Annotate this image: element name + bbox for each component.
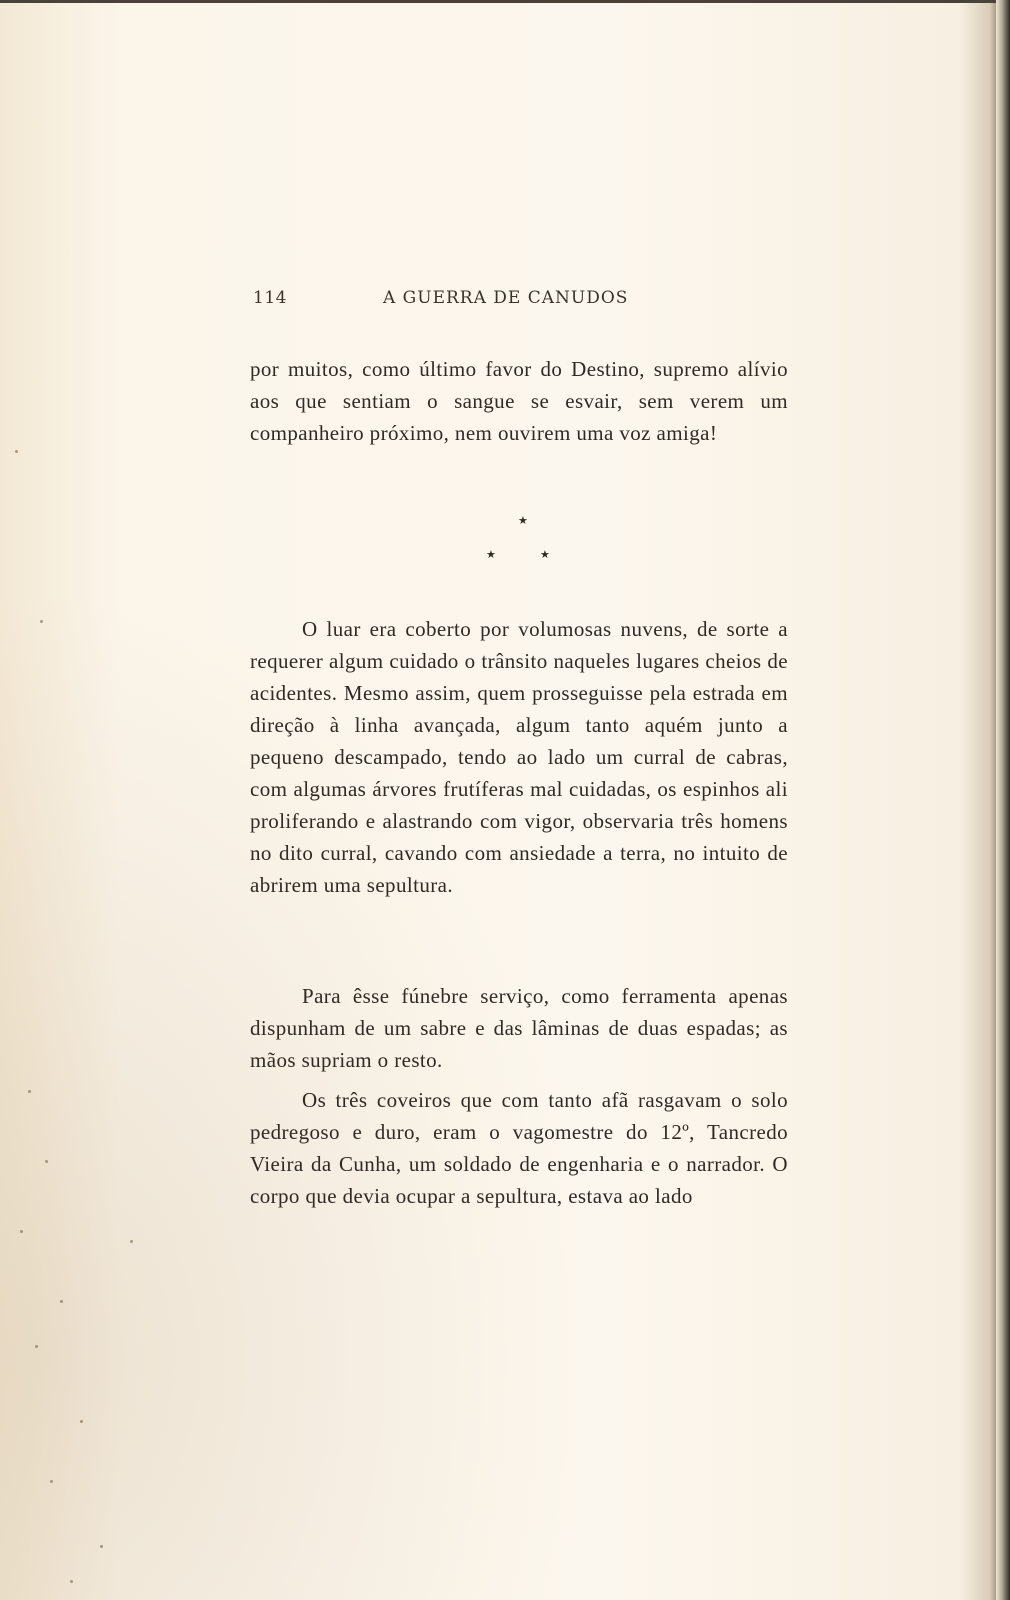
foxing-speck: [15, 450, 18, 453]
section-separator: [480, 514, 560, 564]
page-top-edge: [0, 0, 1010, 3]
foxing-speck: [70, 1580, 73, 1583]
foxing-speck: [45, 1160, 48, 1163]
star-ornament: ★: [486, 548, 496, 561]
foxing-speck: [50, 1480, 53, 1483]
foxing-speck: [100, 1545, 103, 1548]
paragraph-2: O luar era coberto por volumosas nuvens, de sorte a requerer algum cuidado o trânsito naqueles lugares cheios de acidentes. Mesmo assim, quem prosseguisse pela estrada em direção à linha avançada, algum tanto aquém junto a pequeno descampado, tendo ao lado um curral de cabras, com algumas árvores frutíferas mal cuidadas, os espinhos ali proliferando e alastrando com vigor, observaria três homens no dito curral, cavando com ansiedade a terra, no intuito de abrirem uma sepultura.: [250, 617, 788, 897]
foxing-speck: [60, 1300, 63, 1303]
foxing-speck: [40, 620, 43, 623]
foxing-speck: [35, 1345, 38, 1348]
foxing-speck: [80, 1420, 83, 1423]
page-binding-edge: [996, 0, 1010, 1600]
paragraph-3: Para êsse fúnebre serviço, como ferramenta apenas dispunham de um sabre e das lâminas de duas espadas; as mãos supriam o resto.: [250, 984, 788, 1072]
foxing-speck: [20, 1230, 23, 1233]
running-title: A GUERRA DE CANUDOS: [383, 288, 629, 308]
star-ornament: ★: [518, 514, 528, 527]
paragraph-1: por muitos, como último favor do Destino, supremo alívio aos que sentiam o sangue se esvair, sem verem um companheiro próximo, nem ouvirem uma voz amiga!: [250, 357, 788, 445]
paragraph-4: Os três coveiros que com tanto afã rasgavam o solo pedregoso e duro, eram o vagomestre do 12º, Tancredo Vieira da Cunha, um soldado de engenharia e o narrador. O corpo que devia ocupar a sepultura, estava ao lado: [250, 1088, 788, 1208]
page-number: 114: [253, 288, 287, 308]
star-ornament: ★: [540, 548, 550, 561]
foxing-speck: [130, 1240, 133, 1243]
foxing-speck: [28, 1090, 31, 1093]
